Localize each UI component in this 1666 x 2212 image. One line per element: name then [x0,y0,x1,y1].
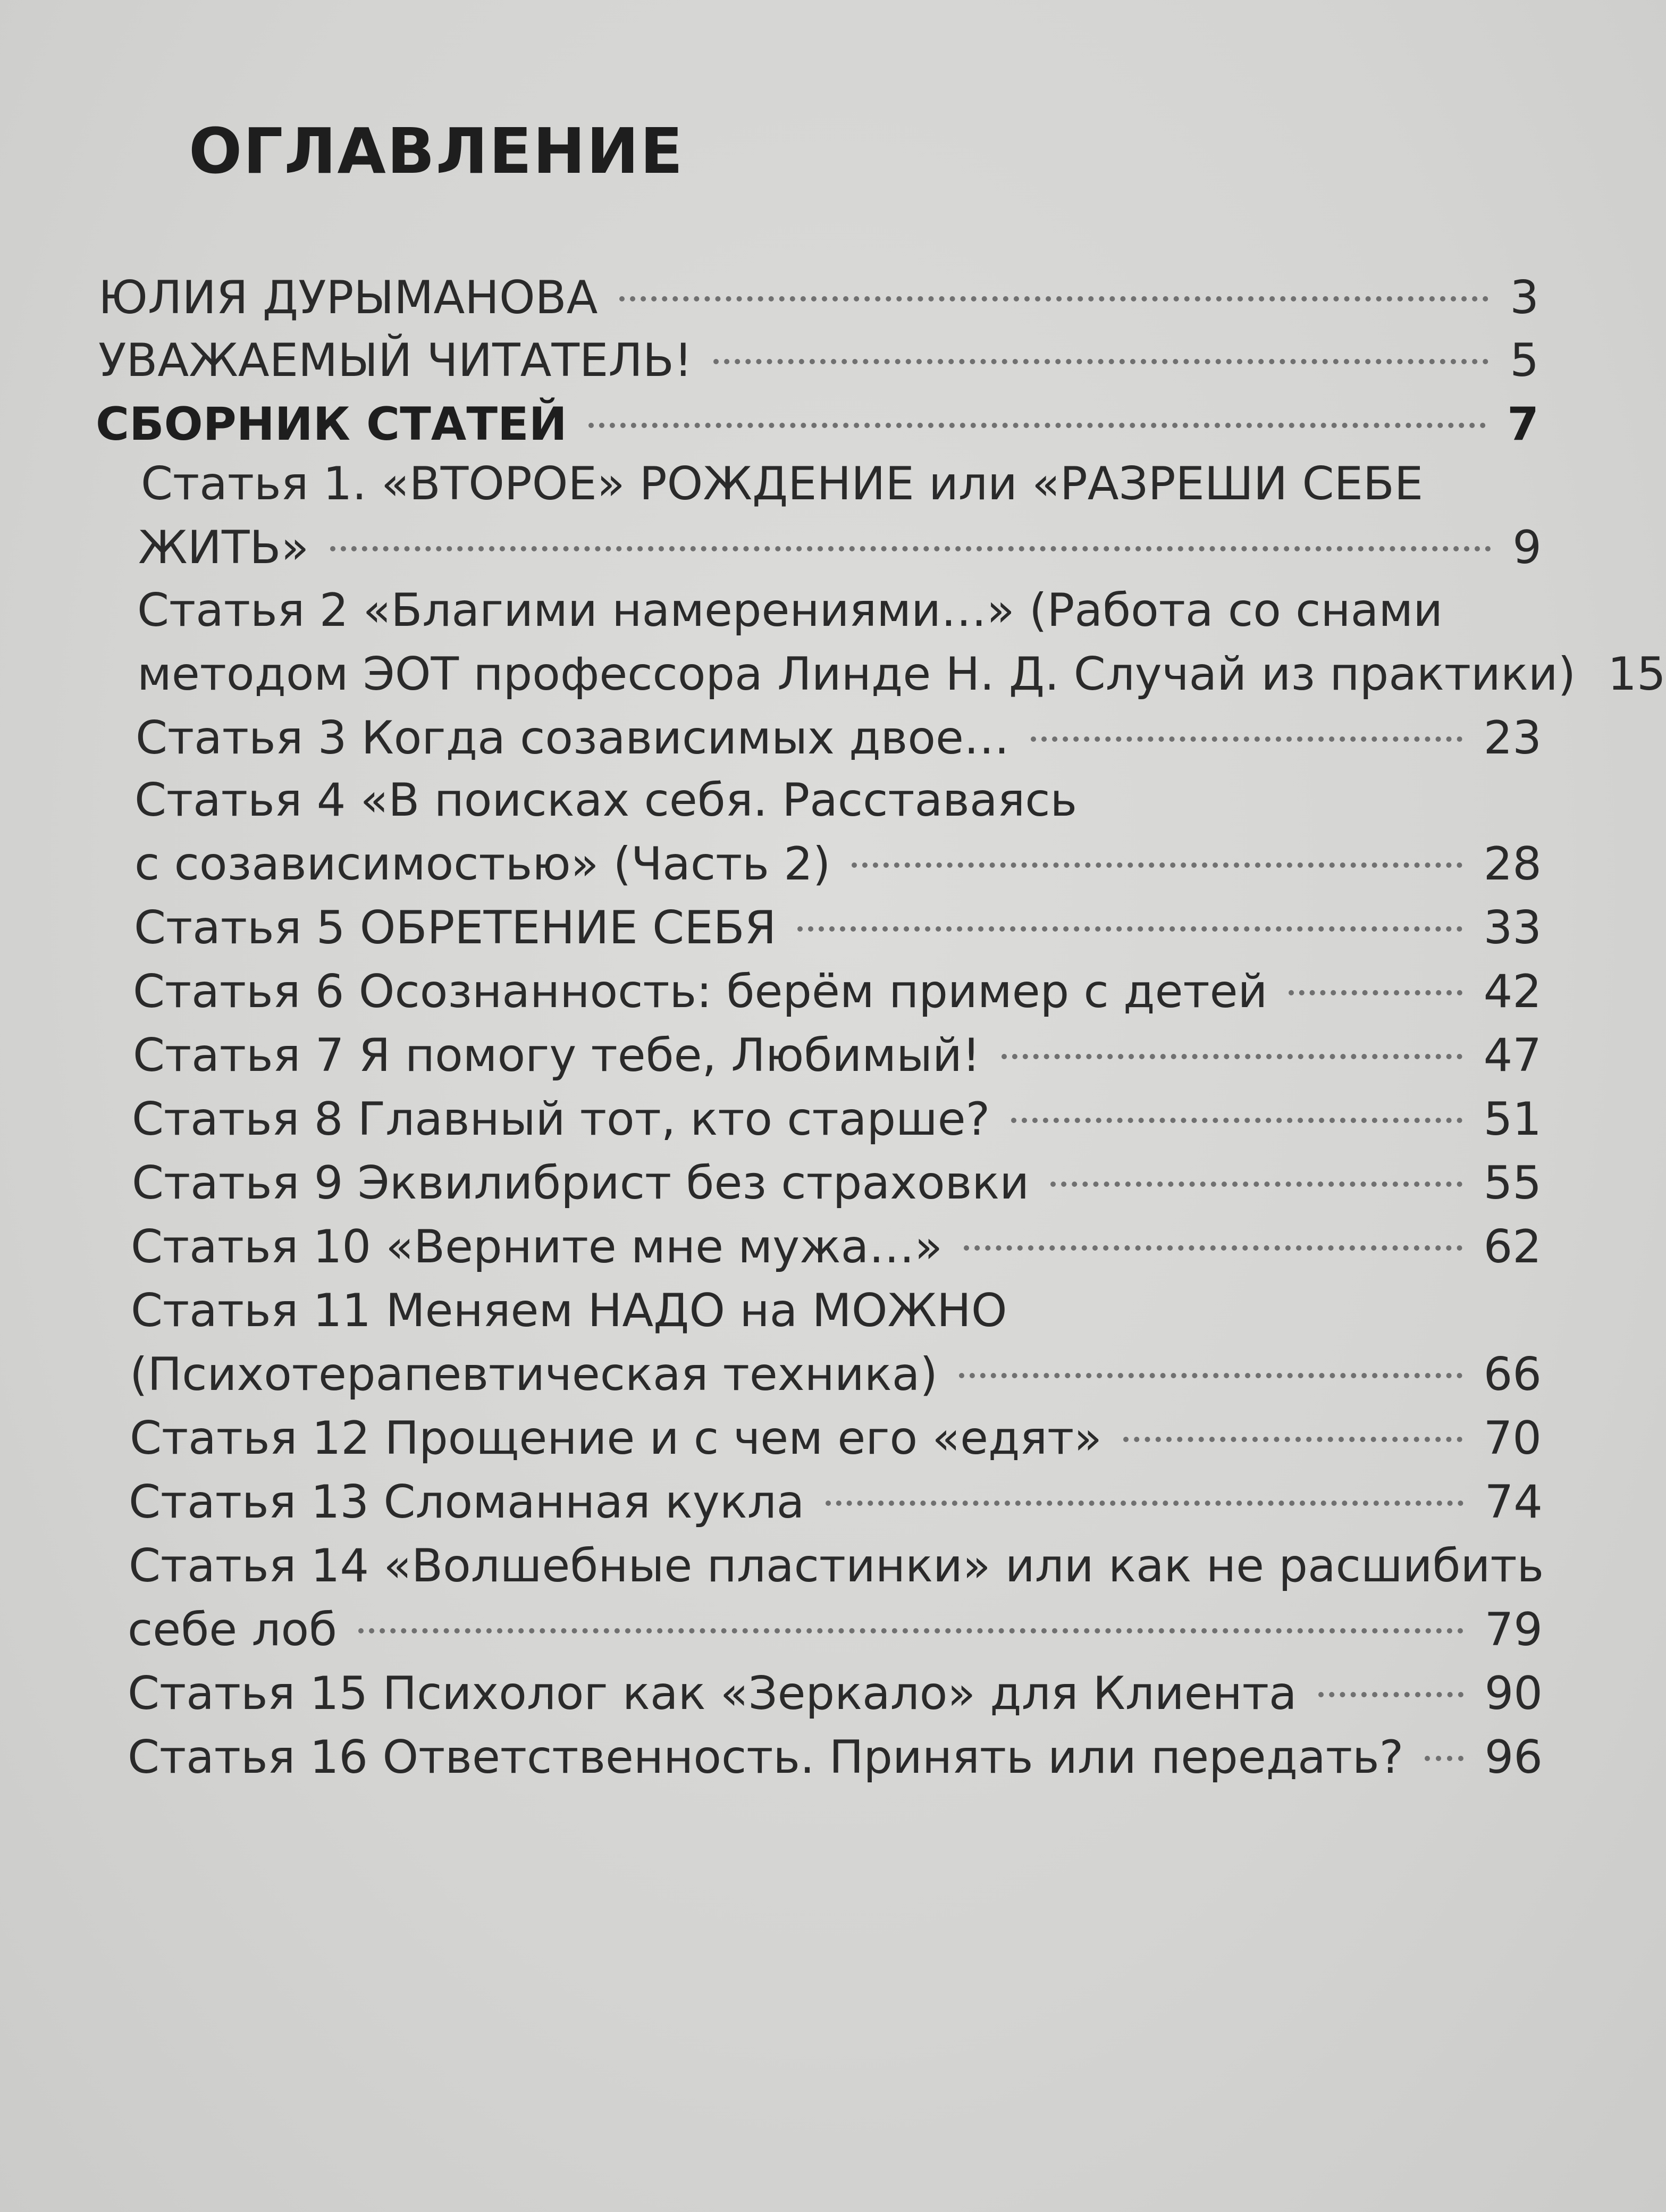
toc-entry [98,266,1539,330]
toc-entry-title: СБОРНИК СТАТЕЙ [96,398,567,451]
dot-leader [797,926,1462,932]
toc-entry-page: 66 [1483,1348,1542,1401]
toc-entry [134,896,1542,960]
dot-leader [826,1501,1463,1506]
toc-entry-title: Статья 12 Прощение и с чем его «едят» [130,1412,1102,1465]
toc-entry-page: 33 [1483,901,1542,954]
dot-leader [330,546,1491,551]
toc-entry-title: Статья 5 ОБРЕТЕНИЕ СЕБЯ [134,901,777,954]
toc-entry [138,516,1542,580]
dot-leader [1318,1692,1463,1697]
toc-entry [137,642,1666,706]
toc-entry-title: себе лоб [128,1603,338,1656]
dot-leader [1425,1756,1463,1761]
toc-entry-page: 96 [1484,1731,1543,1784]
toc-entry-page: 62 [1483,1220,1542,1273]
toc-entry [134,832,1542,896]
dot-leader [964,1245,1462,1251]
toc-entry [131,1215,1542,1279]
dot-leader [1031,736,1462,742]
toc-entry-page: 28 [1483,837,1542,891]
toc-entry-title: ЮЛИЯ ДУРЫМАНОВА [98,271,598,324]
toc-entry-title: методом ЭОТ профессора Линде Н. Д. Случай из практики) [137,648,1576,701]
toc-entry [132,1087,1542,1151]
toc-entry-page: 55 [1483,1157,1542,1210]
toc-entry-title: Статья 9 Эквилибрист без страховки [132,1157,1030,1210]
toc-entry-title: ЖИТЬ» [138,521,309,574]
toc-entry [128,1662,1543,1725]
toc-entry-title: Статья 10 «Верните мне мужа…» [131,1220,943,1273]
toc-entry-title-line1: Статья 4 «В поисках себя. Расставаясь [134,774,1078,827]
toc-entry-page: 70 [1483,1412,1542,1465]
dot-leader [358,1628,1463,1633]
toc-entry [133,1024,1542,1087]
toc-entry-page: 5 [1510,334,1539,387]
toc-entry-page: 51 [1483,1093,1542,1146]
toc-entry-page: 74 [1484,1476,1543,1529]
dot-leader [1002,1054,1462,1059]
toc-entry-page: 42 [1483,965,1542,1018]
toc-entry-title-line1: Статья 14 «Волшебные пластинки» или как не расшибить [129,1539,1544,1593]
toc-entry-title-line1: Статья 11 Меняем НАДО на МОЖНО [131,1284,1007,1337]
toc-entry [136,706,1542,770]
toc-heading: ОГЛАВЛЕНИЕ [189,114,684,188]
toc-entry-page: 3 [1510,271,1539,324]
toc-entry [130,1343,1542,1406]
toc-entry-title-line1: Статья 2 «Благими намерениями…» (Работа со снами [137,584,1443,637]
dot-leader [619,296,1489,301]
dot-leader [1050,1182,1462,1187]
dot-leader [959,1373,1462,1378]
toc-entry-page: 15 [1608,648,1666,701]
toc-entry-page: 7 [1507,398,1539,451]
toc-entry-title: (Психотерапевтическая техника) [130,1348,938,1401]
toc-entry-page: 47 [1483,1029,1542,1082]
toc-entry-title: с созависимостью» (Часть 2) [134,837,831,891]
toc-entry [133,960,1542,1024]
toc-entry-title: Статья 7 Я помогу тебе, Любимый! [133,1029,981,1082]
toc-entry-title: Статья 16 Ответственность. Принять или передать? [128,1731,1404,1784]
toc-entry-section [96,392,1539,456]
toc-entry-title: Статья 6 Осознанность: берём пример с детей [133,965,1268,1018]
toc-entry-title: Статья 15 Психолог как «Зеркало» для Клиента [128,1667,1297,1720]
dot-leader [852,862,1462,868]
dot-leader [713,359,1488,364]
dot-leader [1011,1118,1462,1123]
toc-entry [128,1598,1543,1662]
toc-entry [129,1470,1543,1534]
toc-entry-title: Статья 13 Сломанная кукла [129,1476,805,1529]
toc-entry-title-line1: Статья 1. «ВТОРОЕ» РОЖДЕНИЕ или «РАЗРЕШИ СЕБЕ [141,457,1424,510]
dot-leader [1289,990,1462,995]
dot-leader [588,423,1486,428]
toc-entry-page: 9 [1512,521,1542,574]
toc-entry-title: УВАЖАЕМЫЙ ЧИТАТЕЛЬ! [98,334,693,387]
toc-entry-page: 79 [1484,1603,1543,1656]
toc-entry-page: 23 [1483,711,1542,765]
toc-entry-page: 90 [1484,1667,1543,1720]
toc-entry-title: Статья 8 Главный тот, кто старше? [132,1093,990,1146]
toc-entry [128,1725,1543,1789]
toc-entry-title: Статья 3 Когда созависимых двое… [136,711,1009,765]
toc-entry [130,1406,1542,1470]
toc-entry [98,329,1539,392]
toc-entry [132,1151,1542,1215]
dot-leader [1123,1437,1462,1442]
